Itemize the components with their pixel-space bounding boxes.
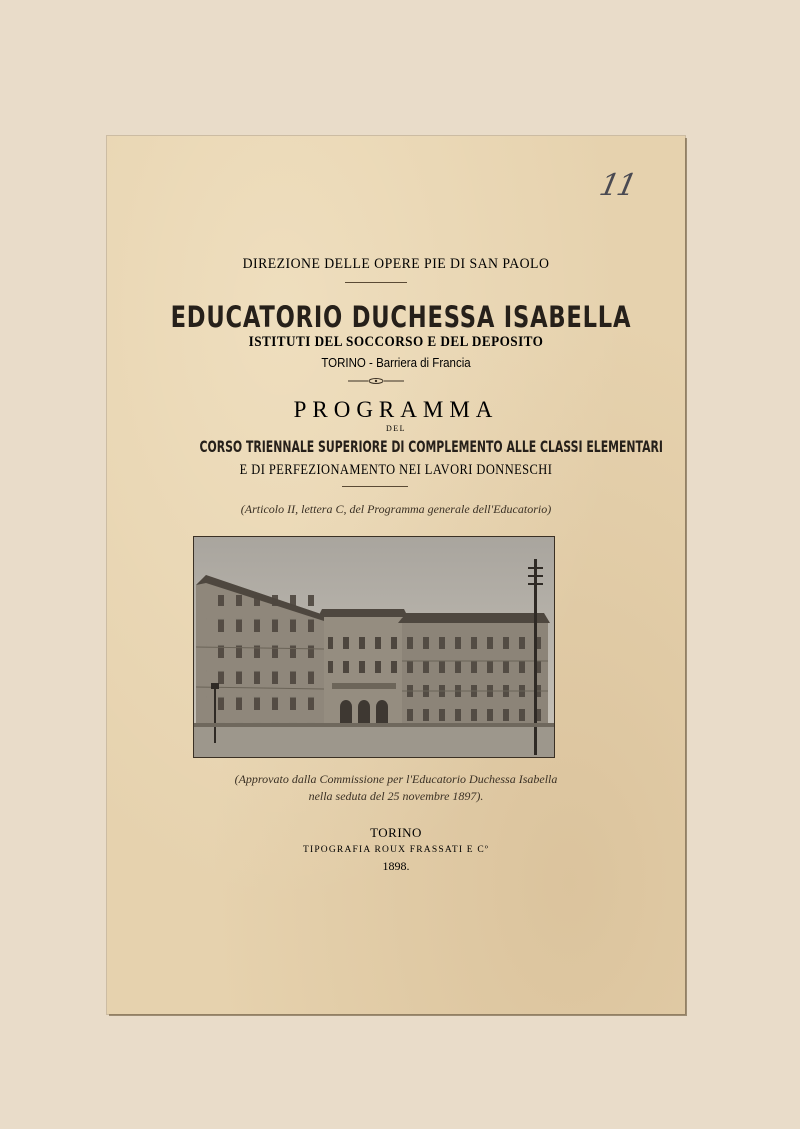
imprint-year: 1898. bbox=[382, 859, 410, 873]
istituti-subtitle: ISTITUTI DEL SOCCORSO E DEL DEPOSITO bbox=[248, 334, 544, 350]
approval-line-2: nella seduta del 25 novembre 1897). bbox=[308, 789, 484, 803]
articolo-reference: (Articolo II, lettera C, del Programma generale dell'Educatorio) bbox=[240, 502, 552, 516]
corso-heading: CORSO TRIENNALE SUPERIORE DI COMPLEMENTO ALLE CLASSI ELEMENTARI bbox=[199, 437, 663, 456]
building-illustration bbox=[194, 537, 554, 757]
del-word: DEL bbox=[385, 424, 407, 433]
handwritten-page-number: 11 bbox=[596, 168, 638, 203]
location-line: TORINO - Barriera di Francia bbox=[321, 356, 471, 370]
imprint-city: TORINO bbox=[370, 825, 422, 840]
ornament-divider bbox=[346, 376, 406, 386]
building-photograph bbox=[193, 536, 555, 758]
imprint-printer: TIPOGRAFIA ROUX FRASSATI E Cº bbox=[302, 845, 490, 855]
institution-title: EDUCATORIO DUCHESSA ISABELLA bbox=[170, 300, 632, 334]
direzione-heading: DIREZIONE DELLE OPERE PIE DI SAN PAOLO bbox=[242, 256, 550, 272]
perfezionamento-line: E DI PERFEZIONAMENTO NEI LAVORI DONNESCHI bbox=[239, 462, 553, 478]
programma-title: PROGRAMMA bbox=[293, 397, 499, 422]
divider bbox=[342, 486, 408, 487]
approval-line-1: (Approvato dalla Commissione per l'Educatorio Duchessa Isabella bbox=[234, 772, 558, 786]
divider bbox=[345, 282, 407, 283]
